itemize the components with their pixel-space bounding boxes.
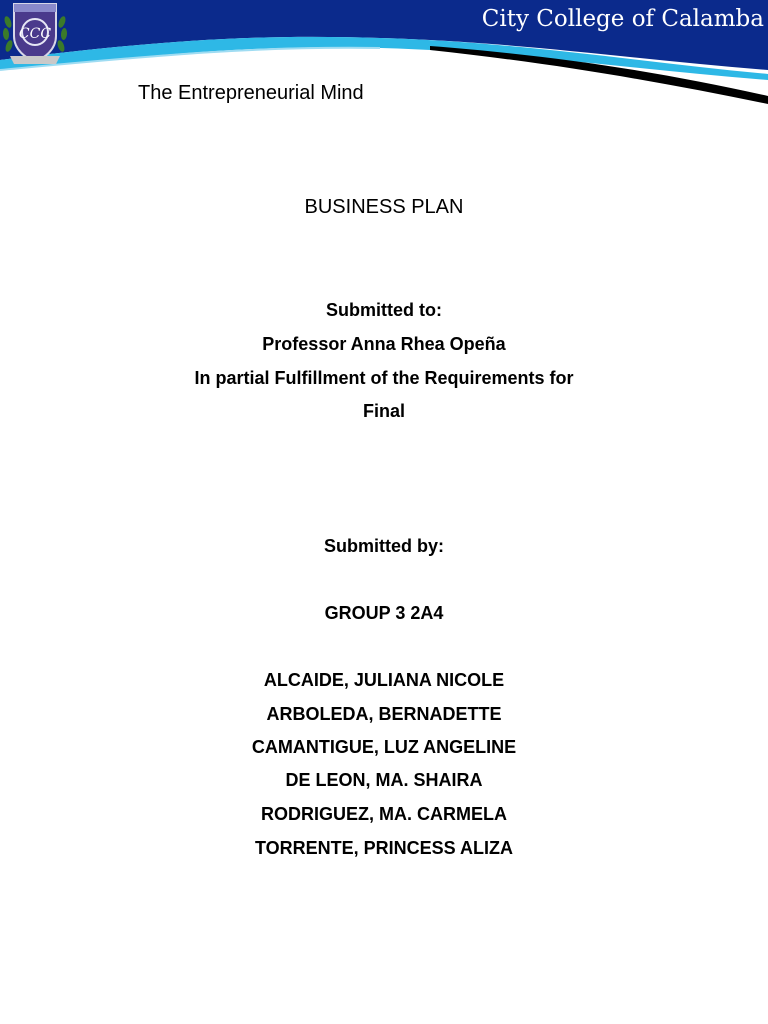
college-name: City College of Calamba bbox=[481, 6, 764, 32]
professor-name: Professor Anna Rhea Opeña bbox=[262, 334, 506, 354]
purpose-line-1: In partial Fulfillment of the Requirements for bbox=[194, 368, 574, 388]
header-banner bbox=[0, 0, 768, 115]
member-name: RODRIGUEZ, MA. CARMELA bbox=[261, 804, 507, 824]
member-name: CAMANTIGUE, LUZ ANGELINE bbox=[251, 737, 517, 757]
purpose-line-2: Final bbox=[362, 401, 405, 421]
member-name: DE LEON, MA. SHAIRA bbox=[285, 770, 483, 790]
college-seal-icon bbox=[0, 0, 70, 66]
course-title: The Entrepreneurial Mind bbox=[138, 82, 364, 104]
submitted-by-label: Submitted by: bbox=[324, 536, 444, 556]
member-name: ARBOLEDA, BERNADETTE bbox=[266, 704, 502, 724]
submitted-to-label: Submitted to: bbox=[326, 300, 442, 320]
member-name: ALCAIDE, JULIANA NICOLE bbox=[263, 670, 505, 690]
group-name: GROUP 3 2A4 bbox=[324, 603, 444, 623]
member-name: TORRENTE, PRINCESS ALIZA bbox=[254, 838, 514, 858]
seal-initials: CCC bbox=[18, 26, 52, 42]
document-title: BUSINESS PLAN bbox=[304, 196, 464, 218]
